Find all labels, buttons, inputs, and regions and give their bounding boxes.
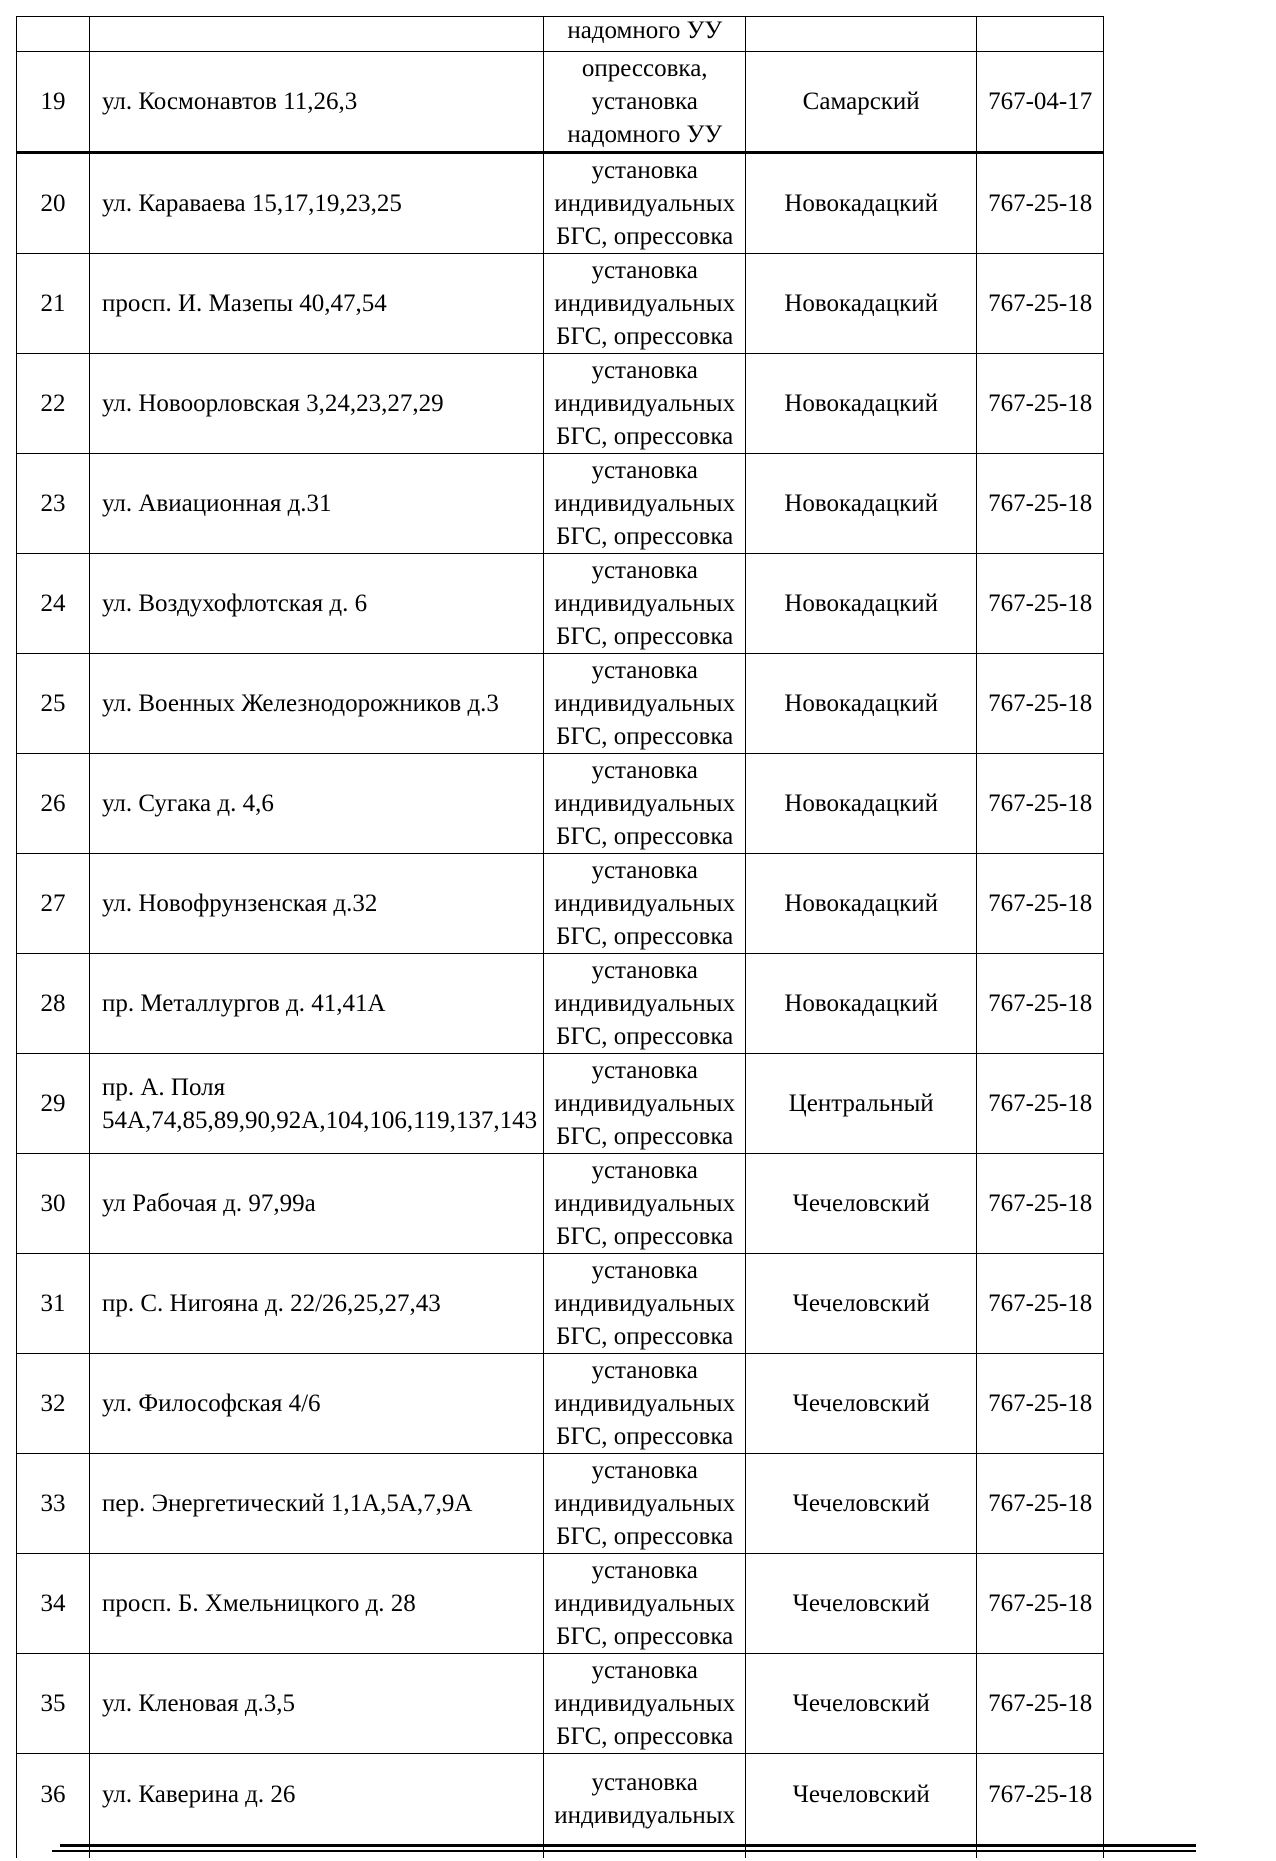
page-bottom-rule: [52, 1850, 1196, 1852]
row-work-type: установка индивидуальных БГС, опрессовка: [544, 654, 746, 754]
row-work-type: установка индивидуальных: [544, 1754, 746, 1859]
row-district: Самарский: [746, 52, 977, 153]
table-row: [17, 654, 1104, 754]
row-district: Чечеловский: [746, 1754, 977, 1859]
row-work-type: установка индивидуальных БГС, опрессовка: [544, 354, 746, 454]
row-work-type: установка индивидуальных БГС, опрессовка: [544, 554, 746, 654]
row-number: 22: [17, 354, 90, 454]
table-row: [17, 1554, 1104, 1654]
row-address: ул. Сугака д. 4,6: [90, 754, 544, 854]
row-address: пр. Металлургов д. 41,41А: [90, 954, 544, 1054]
row-district: Чечеловский: [746, 1254, 977, 1354]
row-district: Чечеловский: [746, 1554, 977, 1654]
row-address: ул. Каверина д. 26: [90, 1754, 544, 1859]
row-work-type: установка индивидуальных БГС, опрессовка: [544, 153, 746, 254]
row-number: 23: [17, 454, 90, 554]
row-phone: 767-25-18: [977, 153, 1104, 254]
table-row: [17, 1054, 1104, 1154]
row-number: 28: [17, 954, 90, 1054]
table-row: [17, 354, 1104, 454]
row-district: Новокадацкий: [746, 754, 977, 854]
page-bottom-rule: [60, 1844, 1196, 1847]
row-phone: 767-25-18: [977, 454, 1104, 554]
table-row: [17, 554, 1104, 654]
row-number: 30: [17, 1154, 90, 1254]
row-district: Чечеловский: [746, 1654, 977, 1754]
table-row: [17, 17, 1104, 52]
row-phone: 767-25-18: [977, 354, 1104, 454]
row-district: Новокадацкий: [746, 254, 977, 354]
row-district: Чечеловский: [746, 1154, 977, 1254]
row-phone: 767-25-18: [977, 1054, 1104, 1154]
row-phone: 767-25-18: [977, 254, 1104, 354]
row-phone: 767-25-18: [977, 1554, 1104, 1654]
table-row: [17, 52, 1104, 153]
row-district: Новокадацкий: [746, 654, 977, 754]
row-phone: 767-04-17: [977, 52, 1104, 153]
row-phone: 767-25-18: [977, 554, 1104, 654]
row-address: ул. Кленовая д.3,5: [90, 1654, 544, 1754]
row-work-type: установка индивидуальных БГС, опрессовка: [544, 1354, 746, 1454]
row-work-type: установка индивидуальных БГС, опрессовка: [544, 254, 746, 354]
row-work-type: установка индивидуальных БГС, опрессовка: [544, 1054, 746, 1154]
row-work-type: установка индивидуальных БГС, опрессовка: [544, 854, 746, 954]
row-district: Чечеловский: [746, 1454, 977, 1554]
table-row: [17, 1354, 1104, 1454]
row-address: ул. Военных Железнодорожников д.3: [90, 654, 544, 754]
row-work-type: установка индивидуальных БГС, опрессовка: [544, 1654, 746, 1754]
row-district: Новокадацкий: [746, 954, 977, 1054]
row-work-type: [544, 17, 746, 52]
row-address: пр. С. Нигояна д. 22/26,25,27,43: [90, 1254, 544, 1354]
row-number: 35: [17, 1654, 90, 1754]
row-address: ул. Философская 4/6: [90, 1354, 544, 1454]
row-number: 27: [17, 854, 90, 954]
table-row: [17, 1654, 1104, 1754]
row-number: 31: [17, 1254, 90, 1354]
row-phone: 767-25-18: [977, 1454, 1104, 1554]
row-work-type: установка индивидуальных БГС, опрессовка: [544, 1454, 746, 1554]
row-work-text: надомного УУ: [567, 16, 723, 44]
table-row: [17, 754, 1104, 854]
row-district: [746, 17, 977, 52]
row-address: [90, 17, 544, 52]
row-work-type: установка индивидуальных БГС, опрессовка: [544, 754, 746, 854]
row-phone: [977, 17, 1104, 52]
row-address: ул. Воздухофлотская д. 6: [90, 554, 544, 654]
row-district: Новокадацкий: [746, 153, 977, 254]
table-row: [17, 1254, 1104, 1354]
row-number: 32: [17, 1354, 90, 1454]
row-address: пр. А. Поля 54А,74,85,89,90,92А,104,106,119,137,143: [90, 1054, 544, 1154]
table-row: [17, 1754, 1104, 1859]
row-address: ул. Новофрунзенская д.32: [90, 854, 544, 954]
row-phone: 767-25-18: [977, 654, 1104, 754]
row-district: Новокадацкий: [746, 554, 977, 654]
row-number: 25: [17, 654, 90, 754]
table-row: [17, 854, 1104, 954]
row-work-type: установка индивидуальных БГС, опрессовка: [544, 954, 746, 1054]
row-address: ул. Новоорловская 3,24,23,27,29: [90, 354, 544, 454]
row-number: 36: [17, 1754, 90, 1859]
row-number: [17, 17, 90, 52]
row-work-type: установка индивидуальных БГС, опрессовка: [544, 454, 746, 554]
row-district: Новокадацкий: [746, 854, 977, 954]
row-address: пер. Энергетический 1,1А,5А,7,9А: [90, 1454, 544, 1554]
row-number: 29: [17, 1054, 90, 1154]
row-number: 24: [17, 554, 90, 654]
row-district: Чечеловский: [746, 1354, 977, 1454]
row-phone: 767-25-18: [977, 1354, 1104, 1454]
row-address: ул. Космонавтов 11,26,3: [90, 52, 544, 153]
table-row: [17, 1154, 1104, 1254]
row-district: Новокадацкий: [746, 454, 977, 554]
row-district: Новокадацкий: [746, 354, 977, 454]
row-district: Центральный: [746, 1054, 977, 1154]
row-phone: 767-25-18: [977, 754, 1104, 854]
works-table: [16, 16, 1104, 1858]
row-number: 26: [17, 754, 90, 854]
table-row: [17, 153, 1104, 254]
row-number: 19: [17, 52, 90, 153]
row-number: 34: [17, 1554, 90, 1654]
row-address: ул. Авиационная д.31: [90, 454, 544, 554]
row-work-type: установка индивидуальных БГС, опрессовка: [544, 1254, 746, 1354]
table-row: [17, 1454, 1104, 1554]
table-row: [17, 454, 1104, 554]
table-row: [17, 954, 1104, 1054]
row-work-type: опрессовка, установка надомного УУ: [544, 52, 746, 153]
row-phone: 767-25-18: [977, 854, 1104, 954]
row-phone: 767-25-18: [977, 1654, 1104, 1754]
row-phone: 767-25-18: [977, 954, 1104, 1054]
row-address: просп. И. Мазепы 40,47,54: [90, 254, 544, 354]
row-phone: 767-25-18: [977, 1254, 1104, 1354]
table-row: [17, 254, 1104, 354]
row-number: 33: [17, 1454, 90, 1554]
row-number: 20: [17, 153, 90, 254]
row-number: 21: [17, 254, 90, 354]
row-work-type: установка индивидуальных БГС, опрессовка: [544, 1554, 746, 1654]
row-phone: 767-25-18: [977, 1154, 1104, 1254]
row-address: ул. Караваева 15,17,19,23,25: [90, 153, 544, 254]
row-address: просп. Б. Хмельницкого д. 28: [90, 1554, 544, 1654]
row-phone: 767-25-18: [977, 1754, 1104, 1859]
row-address: ул Рабочая д. 97,99а: [90, 1154, 544, 1254]
row-work-type: установка индивидуальных БГС, опрессовка: [544, 1154, 746, 1254]
